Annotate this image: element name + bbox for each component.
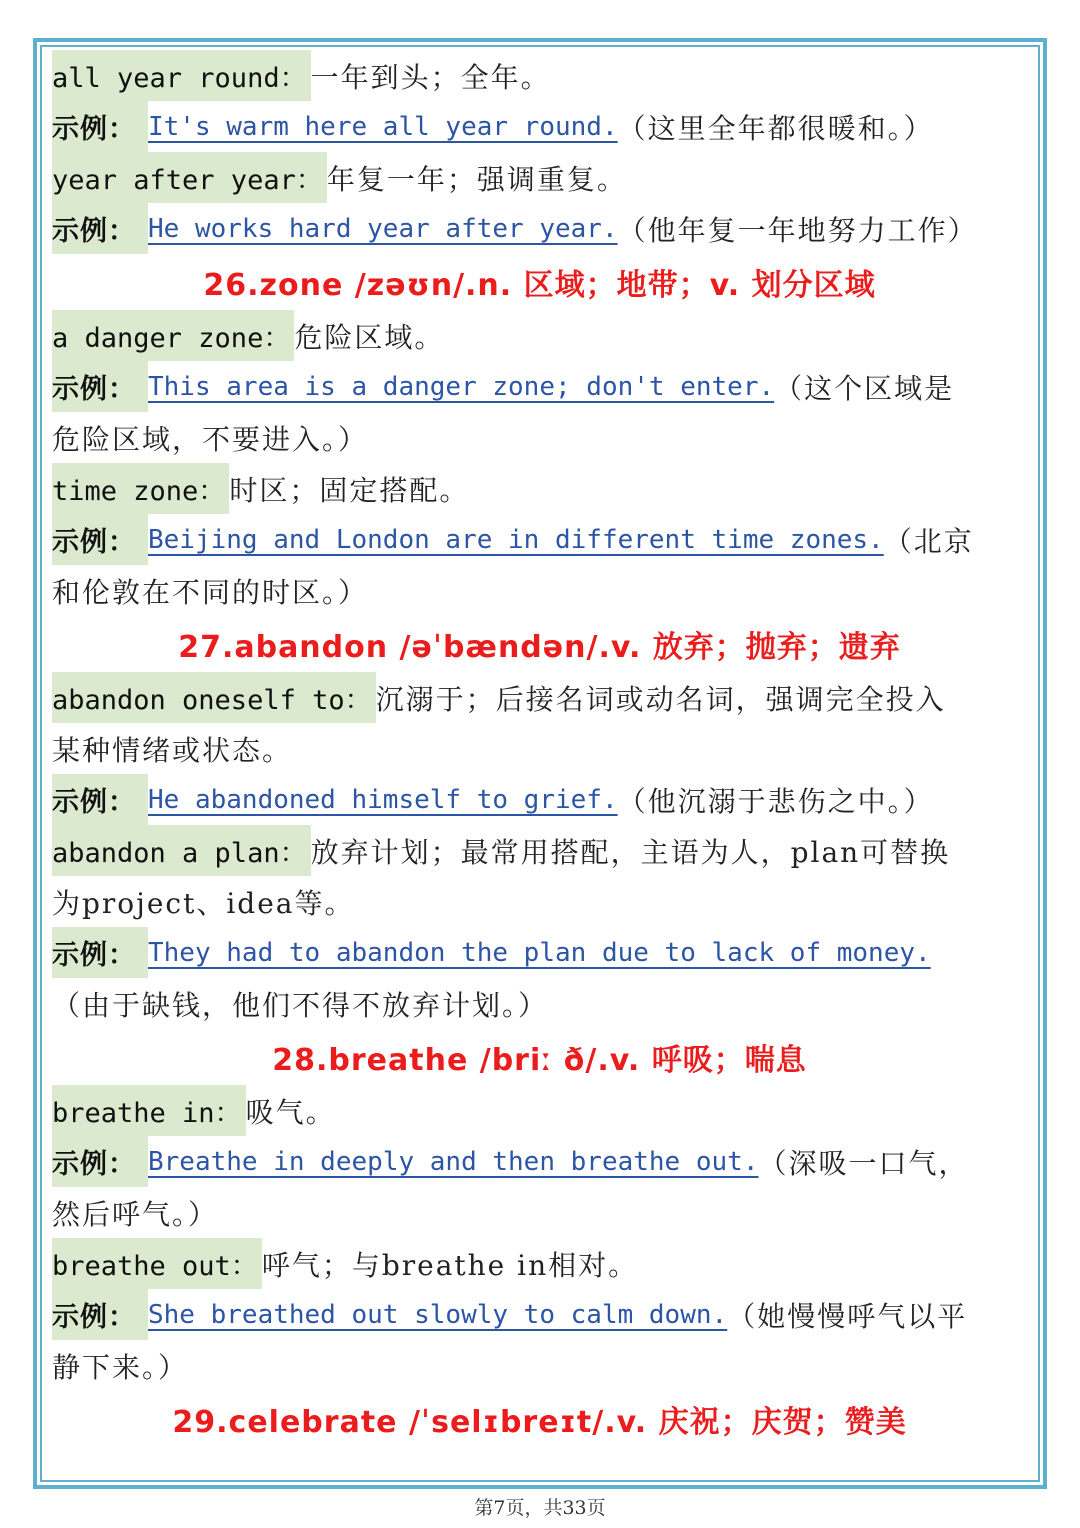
example-translation: （北京	[883, 524, 974, 558]
example-translation: （深吸一口气，	[758, 1146, 969, 1180]
phrase-highlight: time zone：	[52, 463, 229, 514]
example-translation: （这个区域是	[774, 371, 955, 405]
continuation-text: 某种情绪或状态。	[52, 733, 293, 767]
example-sentence: This area is a danger zone; don't enter.	[148, 371, 775, 402]
continuation-line	[52, 565, 1027, 616]
phrase-meaning: 时区；固定搭配。	[229, 473, 470, 507]
example-label: 示例：	[52, 203, 148, 254]
phrase-highlight: year after year：	[52, 152, 327, 203]
phrase-line	[52, 50, 1027, 101]
continuation-text: 静下来。）	[52, 1350, 189, 1384]
phrase-line	[52, 1085, 1027, 1136]
continuation-line	[52, 723, 1027, 774]
example-translation: （他年复一年地努力工作）	[617, 213, 978, 247]
example-line	[52, 101, 1027, 152]
example-label: 示例：	[52, 1136, 148, 1187]
example-sentence: He works hard year after year.	[148, 213, 618, 244]
example-translation: （这里全年都很暖和。）	[617, 111, 934, 145]
document-content	[52, 50, 1027, 1447]
continuation-line	[52, 1187, 1027, 1238]
continuation-text: 为project、idea等。	[52, 886, 355, 920]
example-label: 示例：	[52, 101, 148, 152]
example-line	[52, 514, 1027, 565]
phrase-highlight: breathe in：	[52, 1085, 246, 1136]
example-label: 示例：	[52, 774, 148, 825]
phrase-line	[52, 672, 1027, 723]
phrase-highlight: abandon oneself to：	[52, 672, 376, 723]
phrase-meaning: 一年到头；全年。	[310, 60, 551, 94]
continuation-line	[52, 412, 1027, 463]
phrase-meaning: 年复一年；强调重复。	[326, 162, 627, 196]
example-label: 示例：	[52, 1289, 148, 1340]
continuation-text: 危险区域，不要进入。）	[52, 422, 369, 456]
phrase-highlight: abandon a plan：	[52, 825, 311, 876]
phrase-meaning: 吸气。	[245, 1095, 336, 1129]
example-label: 示例：	[52, 361, 148, 412]
continuation-text: （由于缺钱，他们不得不放弃计划。）	[52, 988, 549, 1022]
example-line	[52, 1136, 1027, 1187]
phrase-meaning: 沉溺于；后接名词或动名词，强调完全投入	[375, 682, 946, 716]
page-number: 第7页，共33页	[474, 1497, 606, 1519]
phrase-meaning: 呼气；与breathe in相对。	[261, 1248, 639, 1282]
phrase-line	[52, 152, 1027, 203]
phrase-meaning: 放弃计划；最常用搭配，主语为人，plan可替换	[310, 835, 951, 869]
phrase-line	[52, 463, 1027, 514]
continuation-line	[52, 978, 1027, 1029]
example-line	[52, 203, 1027, 254]
example-translation: （她慢慢呼气以平	[727, 1299, 968, 1333]
word-heading: 26.zone /zəʊn/.n. 区域；地带；v. 划分区域	[203, 268, 876, 303]
example-sentence: He abandoned himself to grief.	[148, 784, 618, 815]
example-translation: （他沉溺于悲伤之中。）	[617, 784, 934, 818]
example-sentence: They had to abandon the plan due to lack of money.	[148, 937, 931, 968]
phrase-highlight: a danger zone：	[52, 310, 294, 361]
example-sentence: Breathe in deeply and then breathe out.	[148, 1146, 759, 1177]
continuation-text: 和伦敦在不同的时区。）	[52, 575, 369, 609]
example-line	[52, 774, 1027, 825]
example-label: 示例：	[52, 927, 148, 978]
example-line	[52, 1289, 1027, 1340]
continuation-line	[52, 1340, 1027, 1391]
phrase-line	[52, 1238, 1027, 1289]
phrase-highlight: all year round：	[52, 50, 311, 101]
word-heading: 29.celebrate /ˈselɪbreɪt/.v. 庆祝；庆贺；赞美	[172, 1405, 907, 1440]
example-sentence: It's warm here all year round.	[148, 111, 618, 142]
continuation-text: 然后呼气。）	[52, 1197, 219, 1231]
word-heading: 27.abandon /əˈbændən/.v. 放弃；抛弃；遗弃	[178, 630, 901, 665]
example-sentence: Beijing and London are in different time zones.	[148, 524, 884, 555]
word-heading: 28.breathe /briː ð/.v. 呼吸；喘息	[272, 1043, 807, 1078]
continuation-line	[52, 876, 1027, 927]
phrase-line	[52, 825, 1027, 876]
example-line	[52, 927, 1027, 978]
phrase-meaning: 危险区域。	[294, 320, 445, 354]
example-sentence: She breathed out slowly to calm down.	[148, 1299, 728, 1330]
phrase-highlight: breathe out：	[52, 1238, 262, 1289]
example-line	[52, 361, 1027, 412]
phrase-line	[52, 310, 1027, 361]
example-label: 示例：	[52, 514, 148, 565]
